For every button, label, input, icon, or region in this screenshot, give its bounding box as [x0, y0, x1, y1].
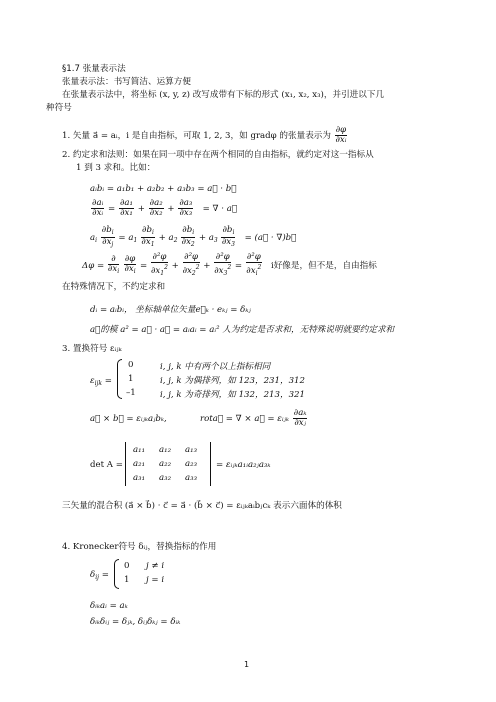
norm-line: a⃗的模 a² = a⃗ · a⃗ = aᵢaᵢ = aᵢ² 人为约定是否求和，无特殊说明就要约定求和 — [90, 325, 395, 335]
epsilon-case-1-text: i, j, k 为偶排列，如 123，231，312 — [160, 376, 305, 386]
det-right-bar — [210, 442, 211, 486]
epsilon-symbol: $\varepsilon_{ijk}$ = — [90, 376, 112, 387]
div-lhs-num: ∂aᵢ — [92, 198, 104, 208]
div-t2-den: ∂x₂ — [149, 208, 163, 218]
div-t3-num: ∂a₃ — [179, 198, 193, 208]
item1-fraction — [335, 126, 347, 145]
rot-eq — [200, 409, 308, 428]
delta-substitution-1: δᵢₖaᵢ = aₖ — [90, 601, 128, 611]
item3-title: 3. 置换符号 εᵢⱼₖ — [62, 344, 122, 354]
page-number: 1 — [244, 660, 250, 669]
delta-substitution-2: δᵢₖδᵢⱼ = δⱼₖ, δᵢⱼδₖⱼ = δᵢₖ — [90, 617, 181, 627]
epsilon-case-2-val: –1 — [126, 388, 136, 398]
item2-line-2: 1 到 3 求和。比如： — [76, 163, 156, 173]
item1-frac-num: ∂φ — [335, 125, 347, 135]
intro-line-2: 在张量表示法中，将坐标 (x, y, z) 改写成带有下标的形式 (x₁, x₂, x₃)，并引进以下几 — [62, 90, 385, 100]
item1-label: 1. 矢量 a⃗ = aᵢ，i 是自由指标，可取 1, 2, 3，如 gradφ 的张量表示为 — [62, 131, 331, 141]
div-rhs: = ∇ · a⃗ — [202, 204, 237, 214]
intro-line-1: 张量表示法：书写简洁、运算方便 — [62, 77, 191, 87]
item1-frac-den: ∂xᵢ — [335, 135, 347, 145]
mixed-product-line: 三矢量的混合积 (a⃗ × b⃗) · c⃗ = a⃗ · (b⃗ × c⃗) = εᵢⱼₖaᵢbⱼcₖ 表示六面体的体积 — [62, 501, 342, 511]
section-title: §1.7 张量表示法 — [62, 64, 126, 74]
matrix-cell: a₃₂ — [159, 473, 172, 483]
laplacian-note: i好像是，但不是，自由指标 — [270, 261, 377, 271]
rot-den: ∂xⱼ — [294, 418, 306, 428]
div-t2-num: ∂a₂ — [149, 198, 163, 208]
delta-case-0-text: j ≠ i — [146, 561, 165, 571]
div-t1-num: ∂a₁ — [119, 198, 133, 208]
cross-product-eq: a⃗ × b⃗ = εᵢⱼₖaⱼbₖ, — [90, 414, 167, 424]
directional-rhs: = (a⃗ · ∇)b⃗ — [244, 233, 297, 243]
delta-brace — [114, 559, 119, 589]
intro-line-3: 种符号 — [46, 103, 72, 113]
divergence-eq: $\frac{\text{∂aᵢ}}{\text{∂xᵢ}}$ = $\frac{\text{∂a₁}}{\text{∂x₁}}$ + $\frac{\text{∂a₂}}{\text{∂x₂}}$ + $\frac{\text{∂a₃}}{\text{∂x₃}}$ = ∇ · a⃗ — [92, 198, 237, 218]
directional-eq: $a_i$ $\frac{\partial b_i}{\partial x_j}$ = $a_1$ $\frac{\partial b_i}{\partial x_1}$ + $a_2$ $\frac{\partial b_i}{\partial x_2}$ + $a_3$ $\frac{\partial b_i}{\partial x_3}$ = (a⃗ · ∇)b⃗ — [90, 225, 297, 248]
epsilon-case-0-val: 0 — [128, 360, 134, 370]
matrix-cell: a₃₁ — [133, 473, 146, 483]
delta-symbol: $\delta_{ij}$ = — [90, 570, 109, 581]
matrix-cell: a₂₃ — [185, 459, 198, 469]
matrix-cell: a₁₂ — [159, 445, 172, 455]
item1-text — [62, 126, 348, 145]
epsilon-brace — [117, 359, 122, 399]
special-case-line: 在特殊情况下，不约定求和 — [62, 282, 166, 292]
matrix-cell: a₁₁ — [133, 445, 146, 455]
div-t1-den: ∂x₁ — [120, 208, 133, 218]
div-lhs-den: ∂xᵢ — [92, 208, 104, 218]
div-t3-den: ∂x₃ — [179, 208, 193, 218]
epsilon-case-1-val: 1 — [128, 374, 134, 384]
det-rhs: = εᵢⱼₖa₁ᵢa₂ⱼa₃ₖ — [216, 460, 271, 470]
no-sum-line: dᵢ = aᵢbᵢ， 坐标轴单位矢量e⃗ₖ · eₖⱼ = δₖⱼ — [90, 305, 251, 315]
det-label: det A = — [90, 460, 123, 470]
laplacian-eq: Δφ = $\frac{\partial}{\partial x_i}$ $\frac{\partial\varphi}{\partial x_i}$ = $\frac{\text{∂²φ}}{\partial x_1^2}$ + $\frac{\text{∂²φ}}{\partial x_2^2}$ + $\frac{\text{∂²φ}}{\partial x_3^2}$ = $\frac{\text{∂²φ}}{\partial x_i^2}$ i好像是，但不是，自由指标 — [82, 252, 377, 277]
delta-case-0-val: 0 — [124, 561, 130, 571]
sum-eq-1: aᵢbᵢ = a₁b₁ + a₂b₂ + a₃b₃ = a⃗ · b⃗ — [90, 184, 237, 194]
matrix-cell: a₁₃ — [185, 445, 198, 455]
item4-title: 4. Kronecker符号 δᵢⱼ，替换指标的作用 — [62, 542, 217, 552]
det-left-bar — [125, 442, 126, 486]
matrix-cell: a₂₁ — [133, 459, 146, 469]
rot-num: ∂aₖ — [293, 408, 307, 418]
delta-case-1-val: 1 — [124, 575, 130, 585]
epsilon-case-2-text: i, j, k 为奇排列，如 132，213，321 — [160, 390, 305, 400]
delta-case-1-text: j = i — [146, 575, 165, 585]
matrix-cell: a₃₃ — [185, 473, 198, 483]
item2-line-1: 2. 约定求和法则：如果在同一项中存在两个相同的自由指标，就约定对这一指标从 — [62, 150, 374, 160]
matrix-cell: a₂₂ — [159, 459, 172, 469]
epsilon-case-0-text: i, j, k 中有两个以上指标相同 — [160, 362, 271, 372]
rot-lhs: rota⃗ = ∇ × a⃗ = εᵢⱼₖ — [200, 414, 290, 424]
